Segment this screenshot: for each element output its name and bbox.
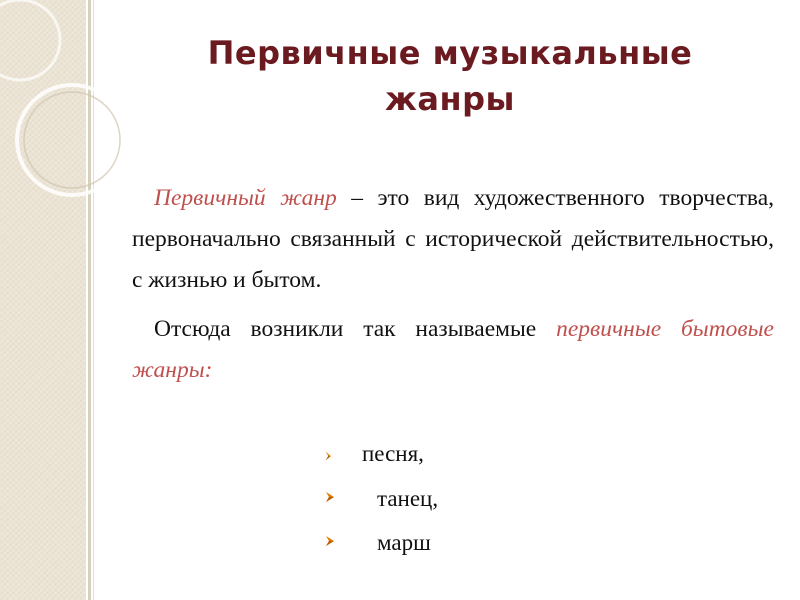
origin-accent: первичные бытовые жанры bbox=[132, 316, 774, 383]
origin-text: Отсюда возникли так называемые bbox=[154, 316, 557, 342]
chevron-arrow-icon bbox=[324, 450, 336, 462]
chevron-arrow-icon bbox=[324, 534, 338, 548]
title-line-2: жанры bbox=[385, 80, 515, 118]
definition-term: Первичный жанр bbox=[154, 185, 337, 211]
genre-item-1: песня, bbox=[362, 441, 424, 466]
slide-body bbox=[132, 178, 774, 399]
slide-title bbox=[100, 30, 800, 122]
chevron-arrow-icon bbox=[324, 490, 338, 504]
origin-colon: : bbox=[204, 357, 213, 383]
origin-paragraph bbox=[132, 309, 774, 391]
title-line-1: Первичные музыкальные bbox=[207, 34, 693, 72]
genre-item-2: танец, bbox=[377, 486, 439, 511]
definition-text: – это вид художественного творчества, первоначально связанный с исторической действительностью, с жизнью и бытом. bbox=[132, 185, 774, 293]
definition-paragraph bbox=[132, 178, 774, 301]
genre-item-3: марш bbox=[377, 530, 431, 555]
